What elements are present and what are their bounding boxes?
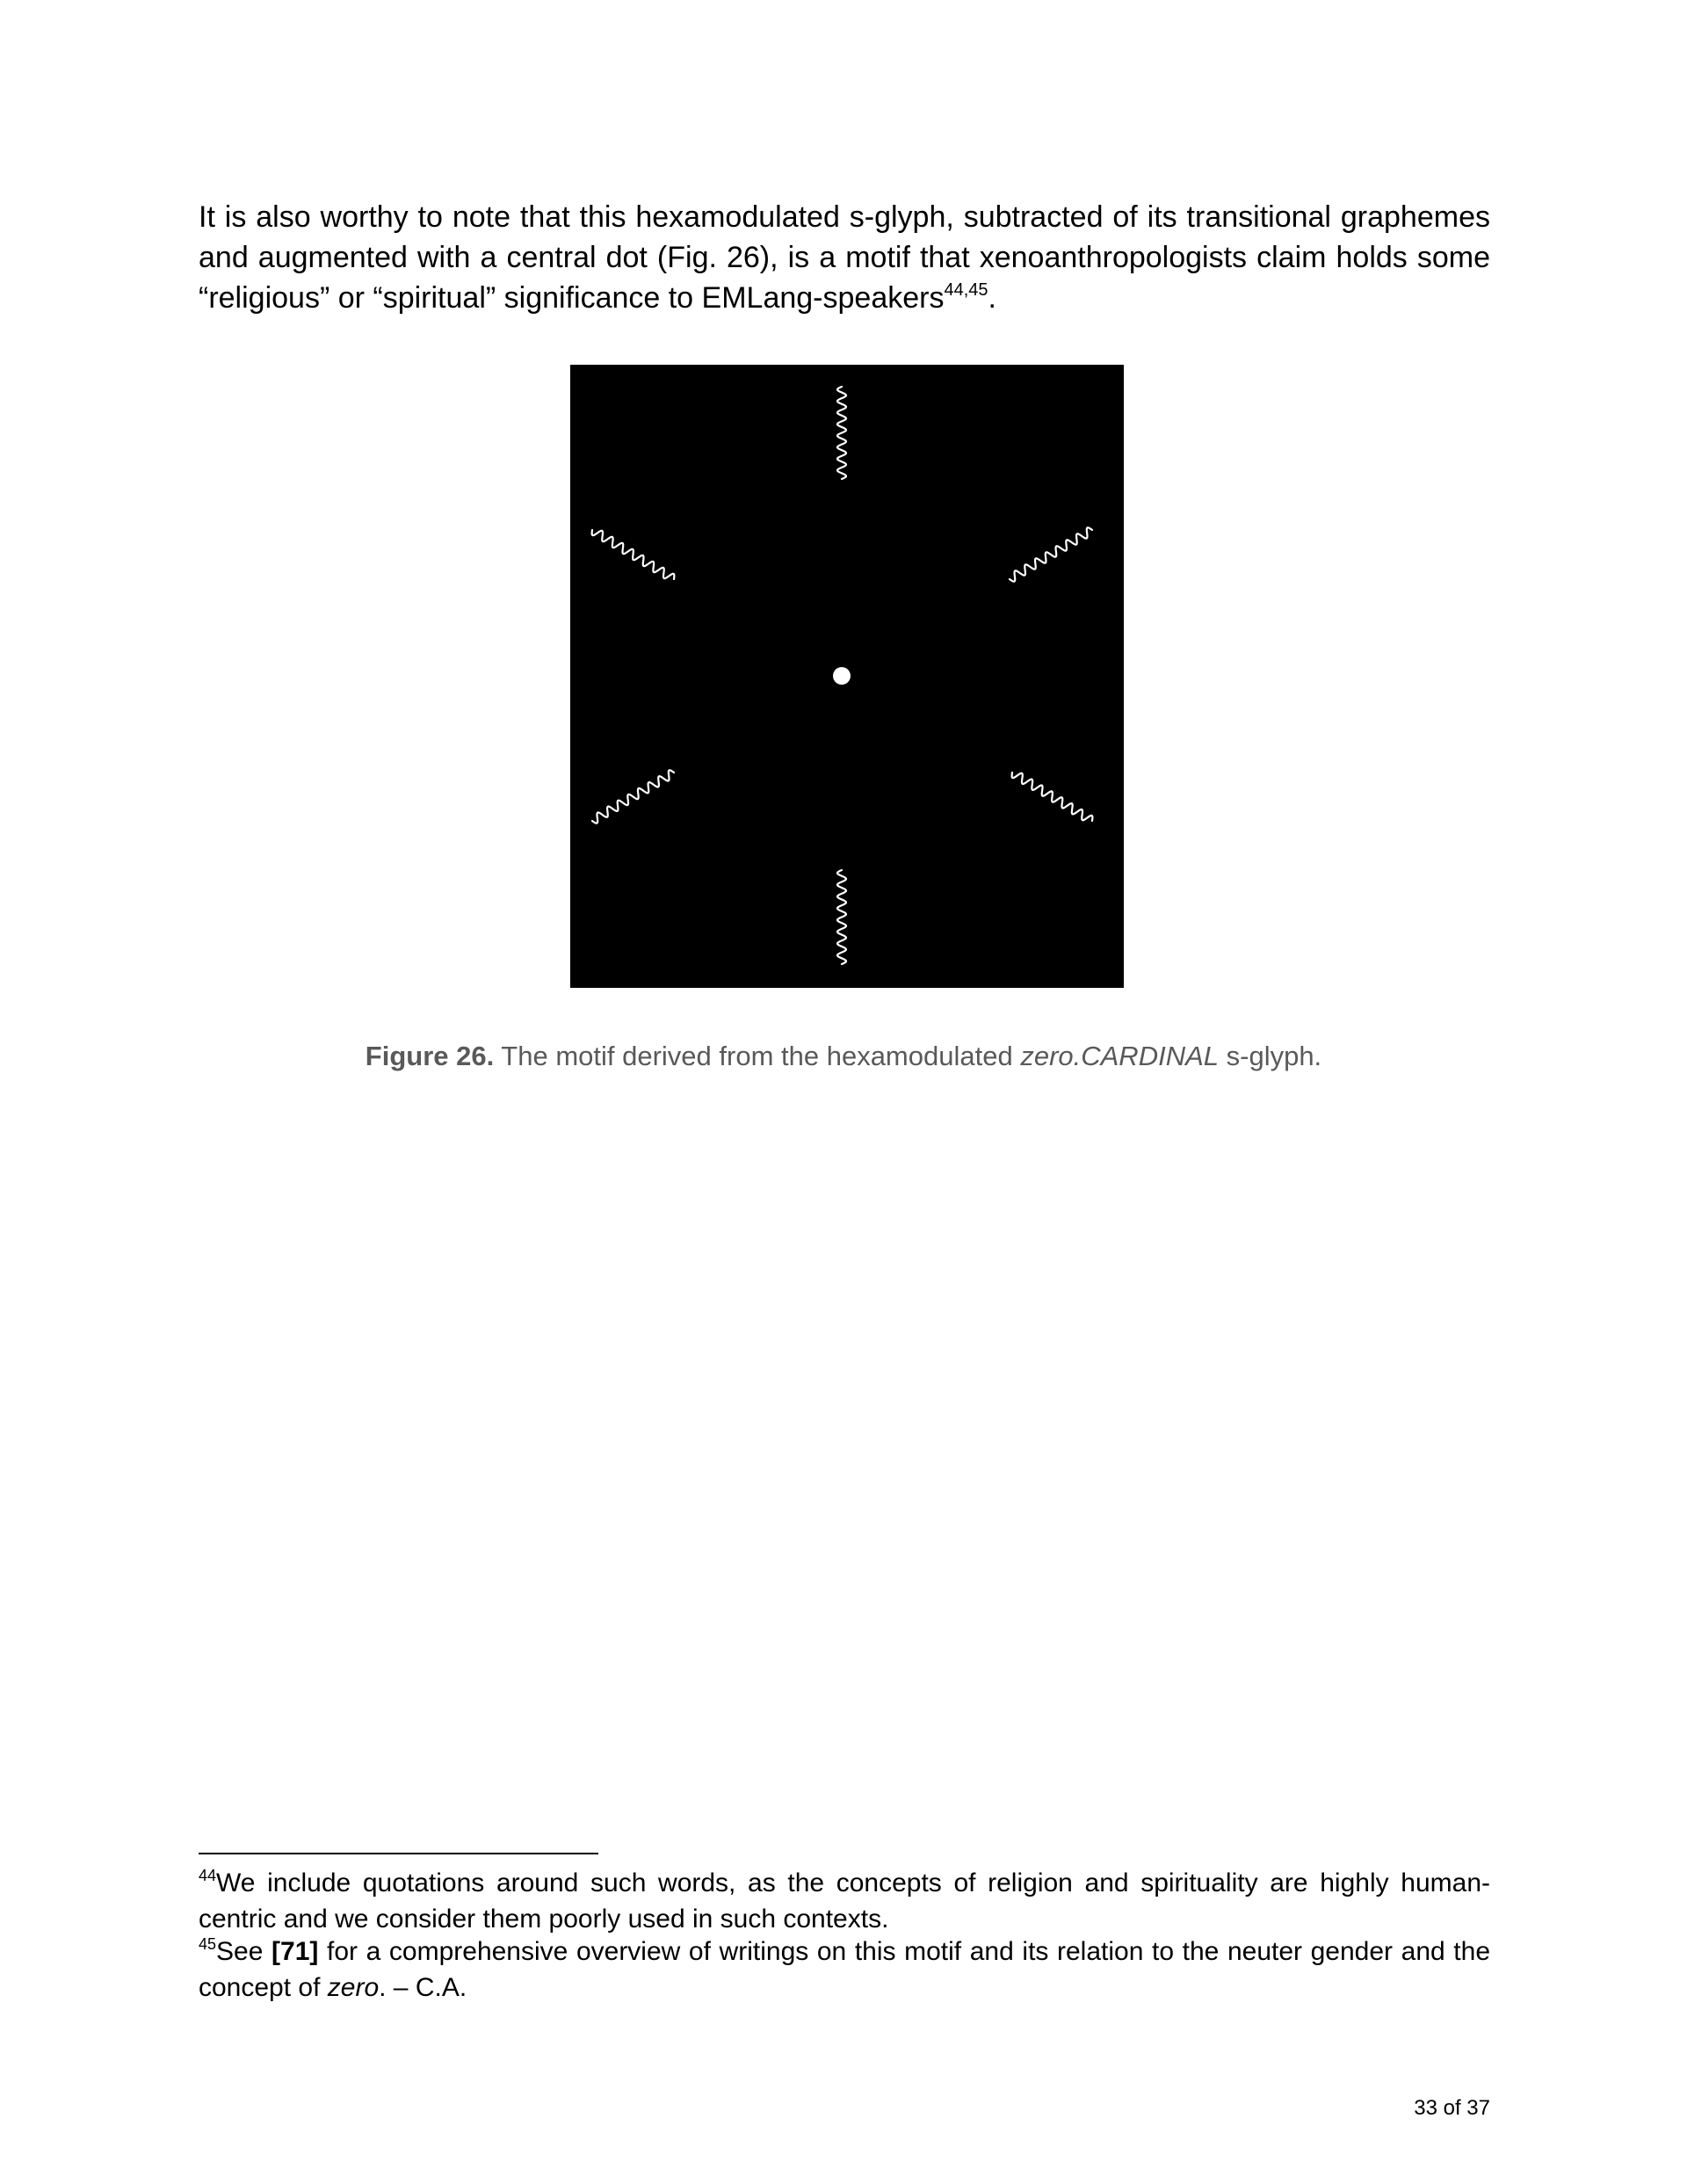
central-dot	[833, 667, 851, 685]
footnote-separator-rule	[199, 1853, 598, 1854]
footnote-text-before: See	[216, 1937, 272, 1966]
figure-26-motif	[570, 365, 1124, 988]
footnote-text: We include quotations around such words, as the concepts of religion and spirituality are highly human-centric and we consider them poorly used in such contexts.	[199, 1868, 1490, 1934]
footnote-45	[199, 1935, 1490, 2004]
body-paragraph	[199, 197, 1490, 323]
footnote-44	[199, 1867, 1490, 1935]
body-paragraph-text: It is also worthy to note that this hexamodulated s-glyph, subtracted of its transitional graphemes and augmented with a central dot (Fig. 26), is a motif that xenoanthropologists claim holds some “religious” or “spiritual” significance to EMLang-speakers	[199, 200, 1490, 315]
hexamodulated-motif-svg	[570, 365, 1124, 988]
footnotes-section	[199, 1867, 1490, 2004]
footnote-marker: 44	[199, 1867, 217, 1884]
reference-link-71[interactable]: [71]	[272, 1937, 319, 1966]
caption-label: Figure 26.	[365, 1041, 495, 1071]
figure-caption	[0, 1039, 1687, 1074]
caption-text-after: s-glyph.	[1219, 1041, 1322, 1071]
footnote-text-middle: for a comprehensive overview of writings on this motif and its relation to the neuter gender and the concept of	[199, 1937, 1491, 2002]
page-number: 33 of 37	[1414, 2096, 1490, 2120]
footnote-marker: 45	[199, 1935, 217, 1953]
caption-italic-term: zero.CARDINAL	[1020, 1041, 1220, 1071]
footnote-text-after: . – C.A.	[379, 1973, 467, 2002]
body-paragraph-end: .	[988, 281, 996, 315]
caption-text-before: The motif derived from the hexamodulated	[494, 1041, 1021, 1071]
footnote-italic-term: zero	[327, 1973, 380, 2002]
footnote-reference-marks[interactable]: 44,45	[944, 280, 988, 300]
